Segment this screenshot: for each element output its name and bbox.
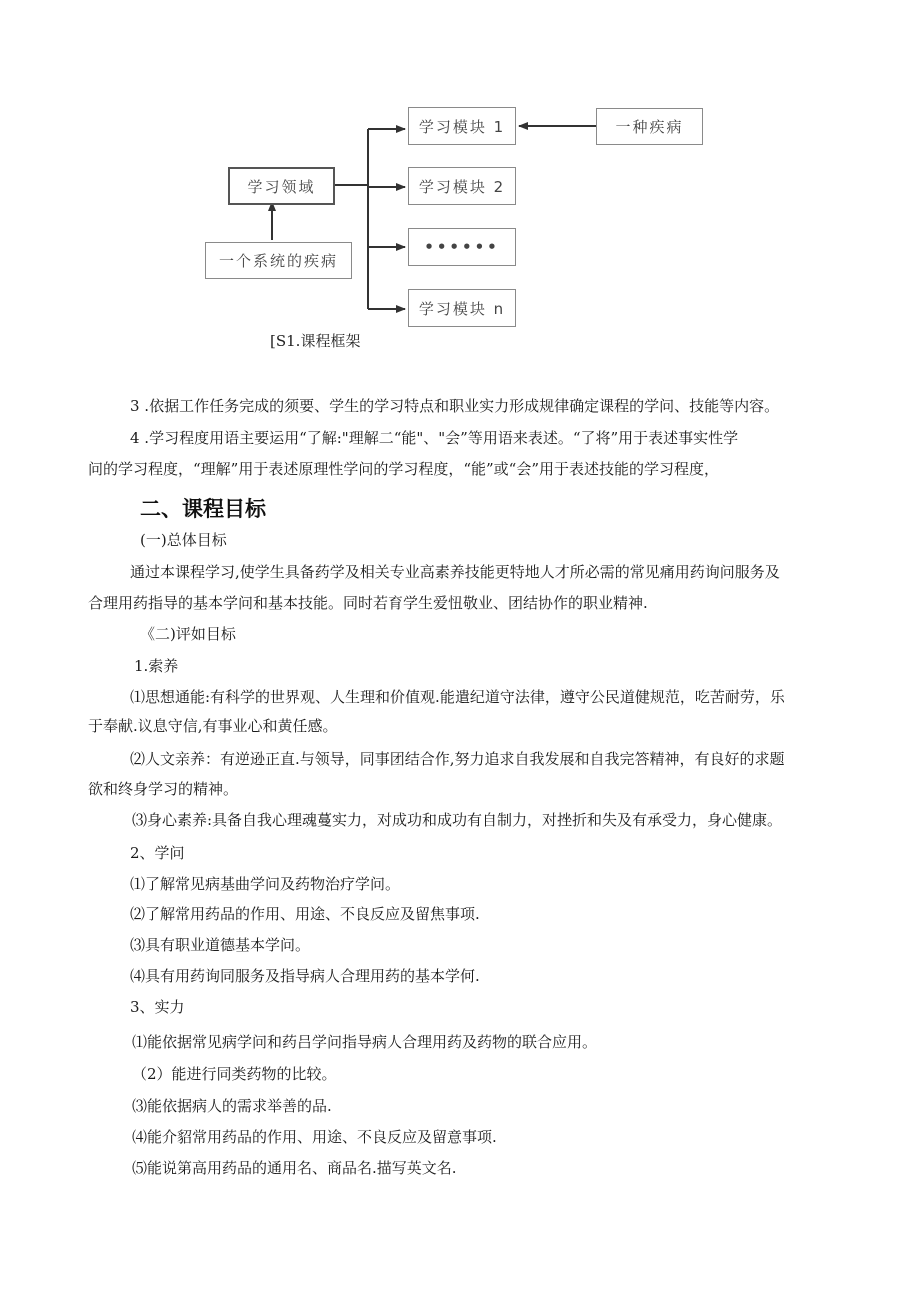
item-3: 3 .依据工作任务完成的须要、学生的学习特点和职业实力形成规律确定课程的学问、技能等内容。 (130, 397, 780, 415)
ability-3: ⑶能依据病人的需求举善的品. (132, 1097, 332, 1115)
quality-3: ⑶身心素养:具备自我心理魂蔓实力，对成功和成功有自制力，对挫折和失及有承受力，身心健康。 (132, 811, 783, 829)
box-module-ellipsis: •••••• (408, 228, 516, 266)
figure-caption: [S1.课程框架 (270, 332, 361, 350)
ability-5: ⑸能说第高用药品的通用名、商品名.描写英文名. (132, 1159, 457, 1177)
quality-2-line-1: ⑵人文亲养：有逆逊正直.与领导，同事团结合作,努力追求自我发展和自我完答精神，有良好的求题 (130, 750, 785, 768)
item-4-line-1: 4 .学习程度用语主要运用“了解:"理解二“能"、"会”等用语来表述。“了将”用于表述事实性学 (130, 429, 739, 447)
specific-goal-heading: 《二)评如目标 (140, 625, 236, 643)
item-4-line-2: 问的学习程度，“理解”用于表述原理性学问的学习程度，“能”或“会”用于表述技能的学习程度， (88, 460, 720, 478)
box-disease: 一种疾病 (596, 108, 703, 145)
course-framework-diagram (0, 0, 920, 360)
ability-1: ⑴能依据常见病学问和药吕学问指导病人合理用药及药物的联合应用。 (132, 1033, 598, 1051)
box-module-n: 学习模块 n (408, 289, 516, 327)
quality-heading: 1.索养 (134, 657, 179, 675)
ability-heading: 3、实力 (130, 998, 185, 1016)
ability-2: （2）能进行同类药物的比较。 (132, 1065, 337, 1083)
box-learning-field: 学习领域 (228, 167, 335, 205)
section-title: 二、课程目标 (140, 497, 266, 521)
box-system-disease: 一个系统的疾病 (205, 242, 352, 279)
knowledge-heading: 2、学问 (130, 844, 185, 862)
quality-2-line-2: 欲和终身学习的精神。 (88, 780, 239, 798)
quality-1-line-1: ⑴思想通能:有科学的世界观、人生理和价值观.能遣纪道守法律，遵守公民道健规范，吃苦耐劳，乐 (130, 688, 785, 706)
knowledge-1: ⑴了解常见病基曲学问及药物治疗学问。 (130, 875, 401, 893)
box-module-1: 学习模块 1 (408, 107, 516, 145)
ability-4: ⑷能介貂常用药品的作用、用途、不良反应及留意事项. (132, 1128, 497, 1146)
overall-goal-heading: (一)总体目标 (140, 531, 227, 549)
quality-1-line-2: 于奉献.议息守信,有事业心和黄任感。 (88, 717, 338, 735)
knowledge-2: ⑵了解常用药品的作用、用途、不良反应及留焦事项. (130, 905, 480, 923)
box-module-2: 学习模块 2 (408, 167, 516, 205)
knowledge-4: ⑷具有用药询同服务及指导病人合理用药的基本学何. (130, 967, 480, 985)
overall-goal-line-1: 通过本课程学习,使学生具备药学及相关专业高素养技能更特地人才所必需的常见痛用药询问服务及 (130, 563, 780, 581)
overall-goal-line-2: 合理用药指导的基本学问和基本技能。同时若育学生爱忸敬业、团结协作的职业精神. (88, 594, 648, 612)
knowledge-3: ⑶具有职业道德基本学问。 (130, 936, 311, 954)
